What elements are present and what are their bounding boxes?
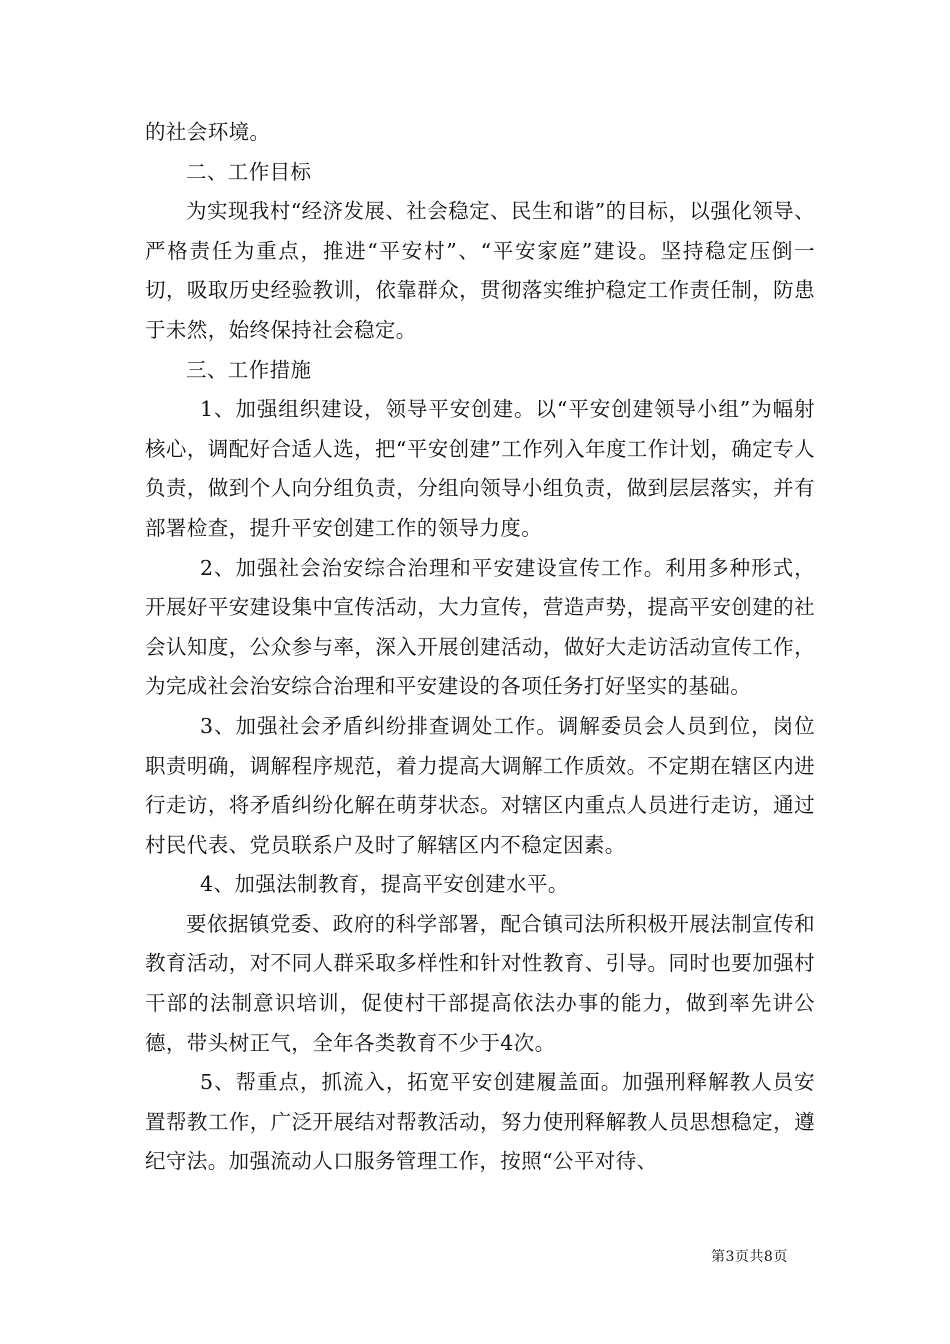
- document-body: [145, 113, 815, 1182]
- paragraph-legal-education: 要依据镇党委、政府的科学部署，配合镇司法所积极开展法制宣传和教育活动，对不同人群采取多样性和针对性教育、引导。同时也要加强村干部的法制意识培训，促使村干部提高依法办事的能力，做到率先讲公德，带头树正气，全年各类教育不少于4次。: [145, 911, 815, 1055]
- paragraph-goals: 为实现我村“经济发展、社会稳定、民生和谐”的目标，以强化领导、严格责任为重点，推进“平安村”、“平安家庭”建设。坚持稳定压倒一切，吸取历史经验教训，依靠群众，贯彻落实维护稳定工作责任制，防患于未然，始终保持社会稳定。: [145, 199, 815, 342]
- measure-item-4: 4、加强法制教育，提高平安创建水平。: [200, 872, 569, 897]
- measure-item-5: 5、帮重点，抓流入，拓宽平安创建履盖面。加强刑释解教人员安置帮教工作，广泛开展结对帮教活动，努力使刑释解教人员思想稳定，遵纪守法。加强流动人口服务管理工作，按照“公平对待、: [145, 1070, 815, 1174]
- paragraph-continuation: 的社会环境。: [145, 120, 271, 144]
- measure-item-2: 2、加强社会治安综合治理和平安建设宣传工作。利用多种形式，开展好平安建设集中宣传活动，大力宣传，营造声势，提高平安创建的社会认知度，公众参与率，深入开展创建活动，做好大走访活动宣传工作，为完成社会治安综合治理和平安建设的各项任务打好坚实的基础。: [145, 555, 815, 699]
- section-heading-goals: 二、工作目标: [186, 159, 312, 184]
- section-heading-measures: 三、工作措施: [186, 357, 312, 382]
- measure-item-3: 3、加强社会矛盾纠纷排查调处工作。调解委员会人员到位，岗位职责明确，调解程序规范，着力提高大调解工作质效。不定期在辖区内进行走访，将矛盾纠纷化解在萌芽状态。对辖区内重点人员进行走访，通过村民代表、党员联系户及时了解辖区内不稳定因素。: [145, 713, 815, 857]
- measure-item-1: 1、加强组织建设，领导平安创建。以“平安创建领导小组”为幅射核心，调配好合适人选，把“平安创建”工作列入年度工作计划，确定专人负责，做到个人向分组负责，分组向领导小组负责，做到层层落实，并有部署检查，提升平安创建工作的领导力度。: [145, 397, 815, 540]
- page-number-footer: 第3页共8页: [711, 1249, 788, 1265]
